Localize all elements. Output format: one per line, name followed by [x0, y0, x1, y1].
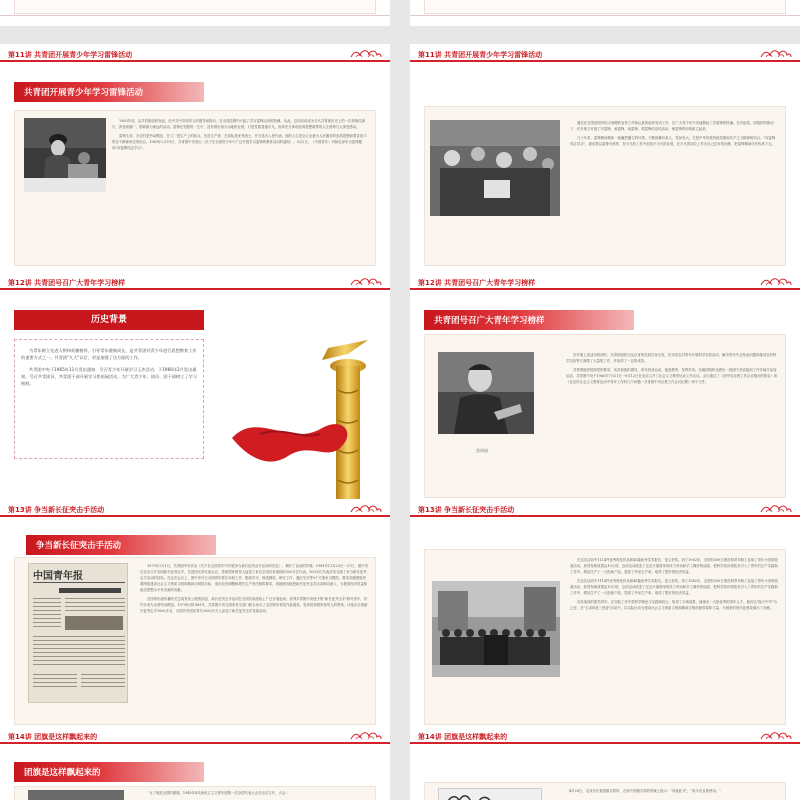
newspaper-masthead: 中国青年报 [33, 571, 83, 582]
cloud-ornament-icon [760, 47, 792, 59]
body-text [566, 352, 778, 492]
historical-photo [28, 790, 124, 800]
body-text [142, 790, 370, 800]
slide-thumbnail-top-right[interactable] [410, 0, 800, 26]
slide-header [0, 44, 390, 66]
cloud-ornament-icon [350, 275, 382, 287]
photo-caption: 焦裕禄 [476, 448, 488, 453]
paragraph: 在开展上述活动的同时，共青团组织还从自身的性质任务出发，在动员农村青年开展科学实验活动、解决青年失业待业问题和推动农村科学实验等方面做了大量的工作，并取得了一定的成效。 [566, 353, 777, 363]
cloud-ornament-icon [760, 502, 792, 514]
slide-header [0, 272, 390, 294]
portrait-jiao-yulu [438, 352, 534, 434]
header-rule [0, 515, 390, 517]
lecture-title: 第13讲 争当新长征突击手活动 [418, 506, 515, 514]
paragraph: 为了规范全国的团旗，1949年4月新民主主义青年团第一次全国代表大会在北京召开，大会... [149, 791, 289, 795]
lecture-title: 第13讲 争当新长征突击手活动 [8, 506, 105, 514]
lecture-title: 第14讲 团旗是这样飘起来的 [8, 733, 98, 741]
huabiao-column-with-red-ribbon [230, 330, 380, 515]
header-rule [0, 742, 390, 744]
slide-thumbnail-lecture-14-b[interactable] [410, 726, 800, 800]
lecture-title: 第11讲 共青团开展青少年学习雷锋活动 [418, 51, 543, 59]
paragraph: 共青团组织按照党的要求，动员和组织团员、青年投身运动，接受教育，发挥作用。各级团组织也派出一批团干部直接到了许多地方参加运动。共青团中央于1965年7月21日一8月12日在北京召开了社会主义教育运动工作会议。会议通过了《团中央社教工作会议情况的报告》和《在农村社会主义教育运动中青年工作的几个问题一共青团中央社教工作会议纪要》两个文件。 [566, 368, 778, 384]
section-title-bar: 共青团号召广大青年学习榜样 [424, 310, 634, 330]
slide-thumbnail-top-left[interactable] [0, 0, 390, 26]
footer-line [0, 15, 390, 16]
historical-photo-crowd [430, 120, 560, 216]
section-title-bar: 团旗是这样飘起来的 [14, 762, 204, 782]
content-panel-edge [14, 0, 376, 14]
slide-header [0, 499, 390, 521]
paragraph: 共青团中央于1965年11月发出通知，号召青少年开展学习王杰活动；于1966年2月发出通知，号召共青团员、共青团干部开展学习焦裕禄活动，为广大青少年、团员、团干部树立了学习榜样。 [21, 367, 197, 386]
paragraph: 各条战线的团员青年，在实际工作中把科学理论与实践相结合，取得了丰硕成果，涌现出一大批优秀的青年人才。他们以"振兴中华"为己任，在"五讲四美三热爱"活动中，以实际行动为建设社会主义物质文明和精神文明贡献青春和力量，为国家的现代化建设做出了贡献。 [570, 600, 777, 610]
slide-header [410, 726, 800, 748]
body-text [570, 557, 778, 721]
body-text [562, 788, 780, 798]
header-rule [0, 288, 390, 290]
slide-thumbnail-lecture-11-b[interactable] [410, 44, 800, 299]
lecture-title: 第11讲 共青团开展青少年学习雷锋活动 [8, 51, 133, 59]
content-panel-edge [424, 0, 786, 14]
cloud-ornament-icon [350, 502, 382, 514]
cloud-ornament-icon [350, 729, 382, 741]
paragraph: 雷锋生前，在农村是劳动模范，在工厂是生产上的标兵，先进生产者，在部队是优秀战士，并当选为人民代表。他的人生是全心全意为人民服务的崇高思想和艰苦奋斗的实干精神的完美结合。1963年2月15日，共青团中央发出《关于在全国青少年中广泛开展学习雷锋的教育活动的通知》。3月2日，《中国青年》刊载毛泽东为雷锋题词"向雷锋同志学习"。 [112, 134, 367, 150]
paragraph: 1979年3月1日，共青团中央作出《关于在全国青年中开展争当新长征突击手活动的决定》，揭开了活动的序幕。1981年11月23日一27日，团中央在北京召开全国新长征突击手、先进团支部代表会议，党和国家领导人接见了来自全国各条战线的300多位代表。300多位代表总结交流了争当新长征突击手活动的经验。在这次会议上，团中央号召全国青年要在本职工作、勤奋学习、规范制度、研究工作、遵纪守法等5个方面争当模范，要求各级团组织要围绕建设社会主义物质文明和精神文明的目标，适应经济调整和增长生产责任制的要求，因地制宜地把新长征突击手活动推向深入，为提高经济效益和政治思想水平作出新的贡献。 [140, 564, 368, 592]
slide-thumbnail-lecture-12-b[interactable] [410, 272, 800, 527]
cloud-ornament-icon [760, 729, 792, 741]
paragraph: 在这次活动中1114件优秀科技作品和40篇优秀学术报告、论文获奖。到了1982年，全国有300万团员和青年职工参加了青年小发明竞赛活动，获得发明成果达10万项，这项活动改变了过去只靠简单的体力劳动和手工操作的局面，把科学知识和技术引入了青年的生产实践和工作中，增加生产了一大批新产品，提高了劳动生产率，取得了很好的经济效益。 [570, 579, 778, 595]
history-background-heading: 历史背景 [14, 310, 204, 330]
paragraph: 4月28日，毛泽东在看团旗式样时，在两个团旗式样的图案上批示："同意此式"，"同今后宣传使用。" [569, 789, 721, 793]
body-text [112, 118, 368, 268]
paragraph: 在国家出版传播有关总局发布公报的消息，新长征突击手活动在全国各条战线上广泛开展起来。获得共青团中央授予的"新长征突击手"称号者中，有许多成为全国劳动模范。1979年到1983年，共青团中央与国家有关部门联合举办了全国青年科技作品展览，受到党和国家领导人的赞扬，评选出全国新长征突击手1000多名，全国共有团员青年2000多万人参加了新长征突击手竞赛活动。 [140, 597, 368, 613]
header-rule [0, 60, 390, 62]
body-text [570, 120, 776, 264]
history-background-box [14, 339, 204, 459]
slide-header [410, 499, 800, 521]
slide-thumbnail-lecture-13-b[interactable] [410, 499, 800, 754]
paragraph: 1963年初，由共青团组织发起，经中共中央领导人的倡导和推动，在全国范围内兴起了学习雷锋活动的热潮。从此，这项活动成为当代共青团历史上的一次持续性最长、涉及面最广、影响最为深远的活动。雷锋在短暂的一生中，没有做出惊天动地的业绩，只是凭着普通平凡，但却充分体现崇高思想境界的人生使命乃人深受感动。 [112, 119, 365, 129]
header-rule [410, 288, 800, 290]
newspaper-clipping [28, 563, 128, 703]
slide-header [410, 44, 800, 66]
slide-thumbnail-lecture-11-a[interactable] [0, 44, 390, 299]
body-text [140, 563, 368, 721]
paragraph: 为青年树立先进人物和英模榜样，引导青年健康成长，是共青团对青少年进行思想教育工作的重要方式之一。共青团"九大"以后，更是加强了这方面的工作。 [21, 348, 197, 360]
lecture-title: 第12讲 共青团号召广大青年学习榜样 [8, 279, 126, 287]
historical-photo-group [432, 581, 560, 677]
lecture-title: 第12讲 共青团号召广大青年学习榜样 [418, 279, 536, 287]
slide-thumbnail-lecture-13-a[interactable] [0, 499, 390, 754]
slide-header [410, 272, 800, 294]
paragraph: 通过在全国范围内的大规模的宣传工作和认真的组织发动工作，在广大青少年中迅速掀起了学雷锋的热潮。在各地党、团组织的推动下，许多地方开展了写雷锋、画雷锋、演雷锋、唱雷锋的宣传活动，使雷锋的形象树立起来。 [570, 121, 774, 131]
cloud-ornament-icon [350, 47, 382, 59]
header-rule [410, 60, 800, 62]
section-title-bar: 争当新长征突击手活动 [26, 535, 216, 555]
paragraph: 几十年来，雷锋精神展如一座巍然矗立的灯塔，不断鼓舞后来人，发扬光大。它是中华民族传统美德和共产主义精神的结合。"向雷锋同志学习"，我们要以雷锋为榜样，在平凡的工作中创造不平凡的业绩，在平凡的岗位上作出自己应有的贡献，把雷锋精神代代传承下去。 [570, 136, 776, 146]
section-title-bar: 共青团开展青少年学习雷锋活动 [14, 82, 204, 102]
footer-line [410, 15, 800, 16]
slide-thumbnail-lecture-12-a[interactable] [0, 272, 390, 527]
cloud-ornament-icon [760, 275, 792, 287]
lecture-title: 第14讲 团旗是这样飘起来的 [418, 733, 508, 741]
paragraph: 在这次活动中1114件优秀科技作品和40篇优秀学术报告、论文获奖。到了1982年，全国有300万团员和青年职工参加了青年小发明竞赛活动，获得发明成果达10万项，这项活动改变了过去只靠简单的体力劳动和手工操作的局面，把科学知识和技术引入了青年的生产实践和工作中，增加生产了一大批新产品，提高了劳动生产率，取得了很好的经济效益。 [570, 558, 778, 574]
handwritten-document-image [438, 788, 542, 800]
historical-photo-lei-feng [24, 118, 106, 192]
slide-header [0, 726, 390, 748]
header-rule [410, 742, 800, 744]
header-rule [410, 515, 800, 517]
slide-thumbnail-lecture-14-a[interactable] [0, 726, 390, 800]
